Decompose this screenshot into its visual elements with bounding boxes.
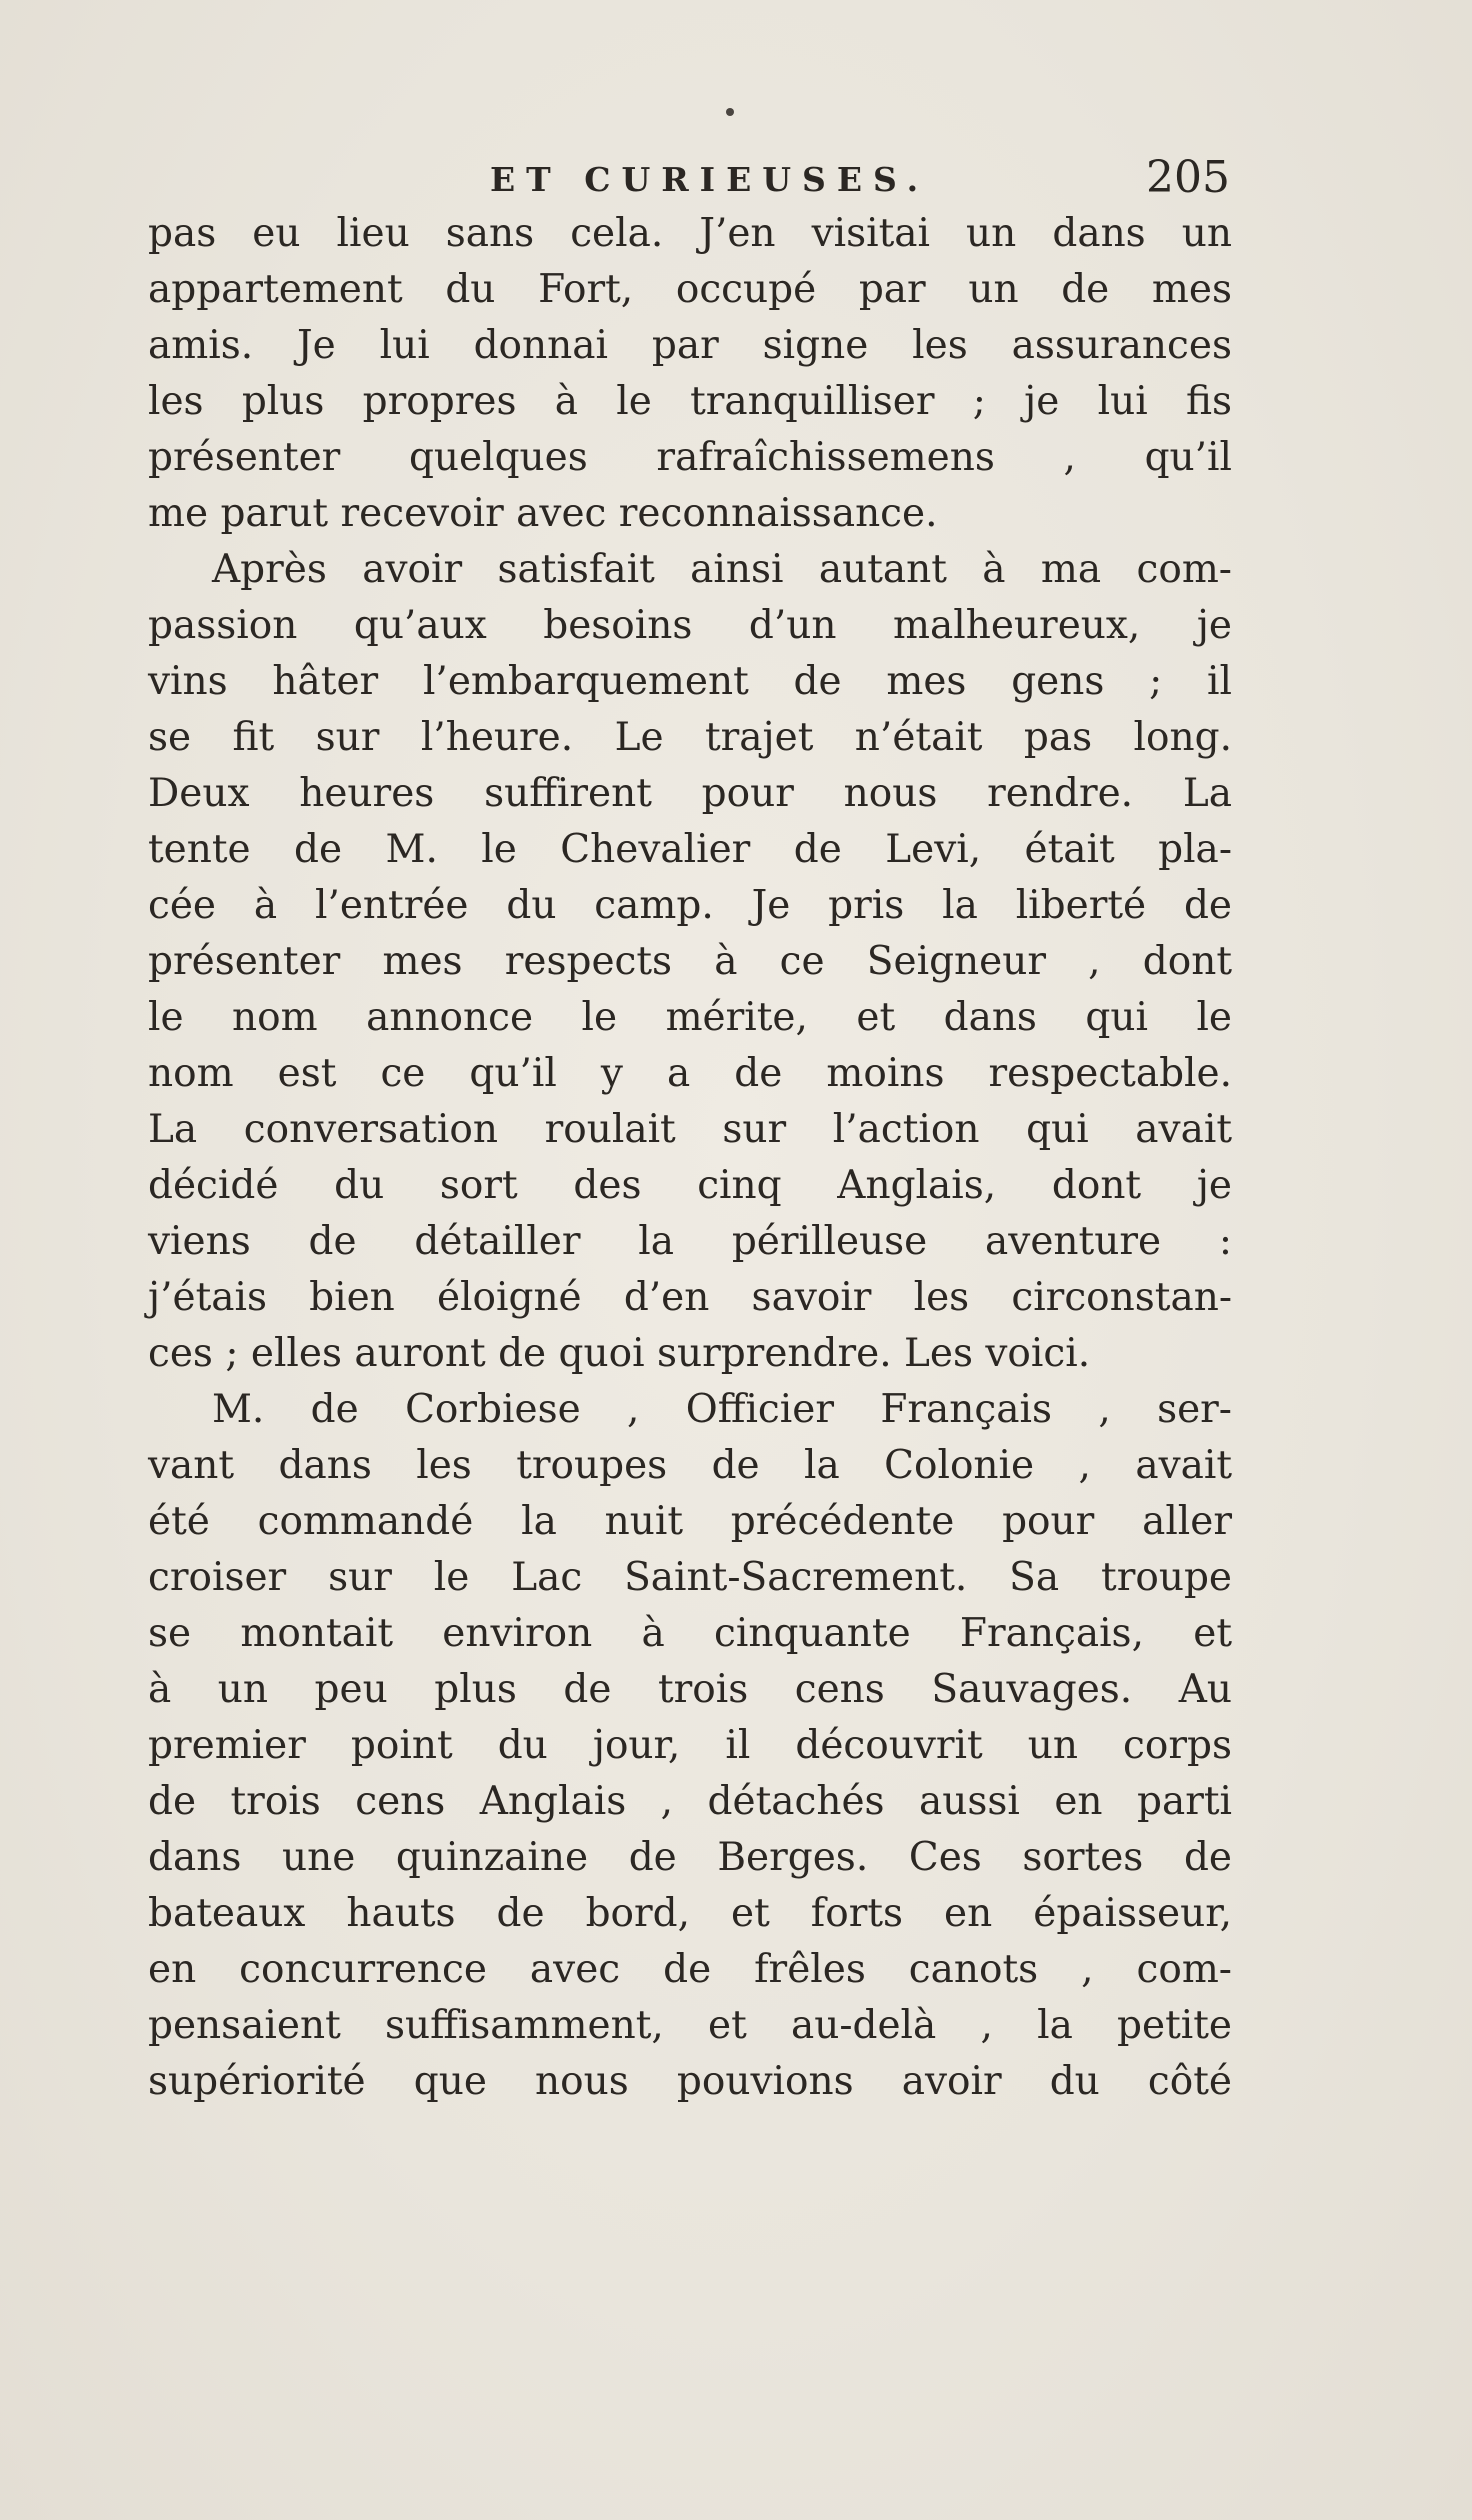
- text-line: vins hâter l’embarquement de mes gens ; il: [148, 659, 1232, 704]
- text-line: le nom annonce le mérite, et dans qui le: [148, 995, 1232, 1040]
- paragraph-start-line: M. de Corbiese , Officier Français , ser-: [212, 1387, 1232, 1432]
- text-line: dans une quinzaine de Berges. Ces sortes de: [148, 1835, 1232, 1880]
- running-title: ET CURIEUSES.: [490, 160, 930, 199]
- text-line: croiser sur le Lac Saint-Sacrement. Sa troupe: [148, 1555, 1232, 1600]
- text-line: supériorité que nous pouvions avoir du côté: [148, 2059, 1232, 2104]
- text-line: nom est ce qu’il y a de moins respectable.: [148, 1051, 1232, 1096]
- text-line: pensaient suffisamment, et au-delà , la petite: [148, 2003, 1232, 2048]
- text-line: amis. Je lui donnai par signe les assurances: [148, 323, 1232, 368]
- paragraph-start-line: Après avoir satisfait ainsi autant à ma com-: [212, 547, 1232, 592]
- text-line: pas eu lieu sans cela. J’en visitai un dans un: [148, 211, 1232, 256]
- text-line: se montait environ à cinquante Français, et: [148, 1611, 1232, 1656]
- text-line: premier point du jour, il découvrit un corps: [148, 1723, 1232, 1768]
- text-line: cée à l’entrée du camp. Je pris la liberté de: [148, 883, 1232, 928]
- text-line: décidé du sort des cinq Anglais, dont je: [148, 1163, 1232, 1208]
- text-line: bateaux hauts de bord, et forts en épaisseur,: [148, 1891, 1232, 1936]
- text-line: présenter quelques rafraîchissemens , qu’il: [148, 435, 1232, 480]
- text-line: viens de détailler la périlleuse aventure :: [148, 1219, 1232, 1264]
- text-line: me parut recevoir avec reconnaissance.: [148, 491, 938, 536]
- page-header: [160, 150, 1230, 210]
- text-line: se fit sur l’heure. Le trajet n’était pas long.: [148, 715, 1232, 760]
- text-line: La conversation roulait sur l’action qui avait: [148, 1107, 1232, 1152]
- ink-dot: [726, 108, 734, 116]
- text-line: ces ; elles auront de quoi surprendre. Les voici.: [148, 1331, 1091, 1376]
- text-line: à un peu plus de trois cens Sauvages. Au: [148, 1667, 1232, 1712]
- text-line: passion qu’aux besoins d’un malheureux, je: [148, 603, 1232, 648]
- text-line: de trois cens Anglais , détachés aussi en parti: [148, 1779, 1232, 1824]
- text-line: présenter mes respects à ce Seigneur , dont: [148, 939, 1232, 984]
- text-line: été commandé la nuit précédente pour aller: [148, 1499, 1232, 1544]
- text-line: appartement du Fort, occupé par un de mes: [148, 267, 1232, 312]
- text-line: les plus propres à le tranquilliser ; je lui fis: [148, 379, 1232, 424]
- page-number: 205: [1146, 152, 1230, 203]
- body-text: [148, 206, 1232, 2110]
- text-line: vant dans les troupes de la Colonie , avait: [148, 1443, 1232, 1488]
- text-line: j’étais bien éloigné d’en savoir les circonstan-: [148, 1275, 1232, 1320]
- text-line: Deux heures suffirent pour nous rendre. La: [148, 771, 1232, 816]
- text-line: tente de M. le Chevalier de Levi, était pla-: [148, 827, 1232, 872]
- text-line: en concurrence avec de frêles canots , com-: [148, 1947, 1232, 1992]
